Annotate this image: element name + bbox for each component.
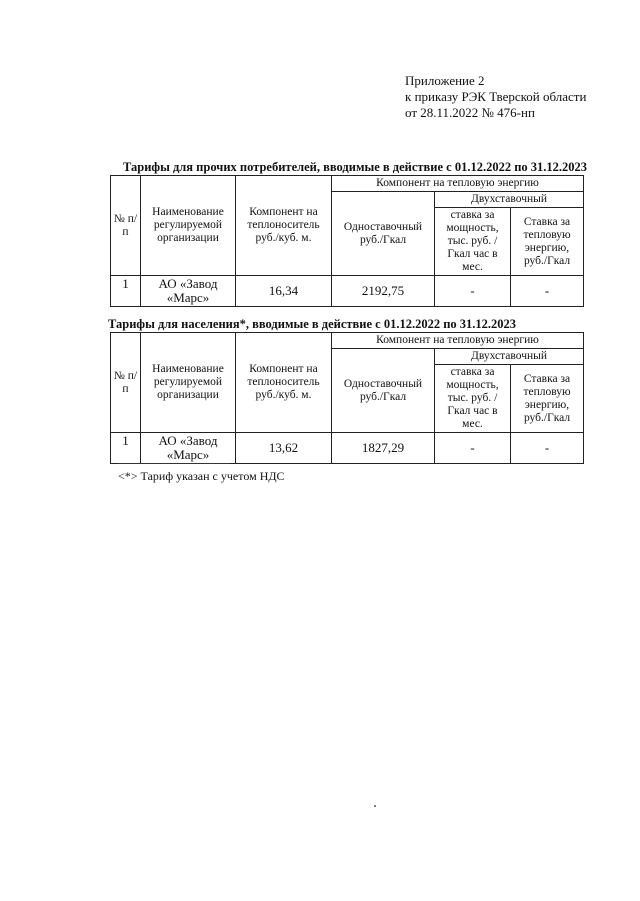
cell-single: 2192,75 xyxy=(332,276,435,307)
header-org: Наименование регулируемой организации xyxy=(141,333,236,433)
header-org: Наименование регулируемой организации xyxy=(141,176,236,276)
appendix-line-3: от 28.11.2022 № 476-нп xyxy=(405,105,535,120)
appendix-line-2: к приказу РЭК Тверской области xyxy=(405,89,587,104)
appendix-line-1: Приложение 2 xyxy=(405,73,485,88)
cell-heat: - xyxy=(511,433,584,464)
cell-power: - xyxy=(435,276,511,307)
header-heat: Ставка за тепловую энергию, руб./Гкал xyxy=(511,365,584,433)
header-num: № п/п xyxy=(111,333,141,433)
cell-carrier: 16,34 xyxy=(236,276,332,307)
cell-org: АО «Завод «Марс» xyxy=(141,276,236,307)
table2-caption: Тарифы для населения*, вводимые в действие с 01.12.2022 по 31.12.2023 xyxy=(108,317,517,331)
header-power: ставка за мощность, тыс. руб. /Гкал час в мес. xyxy=(435,365,511,433)
scan-speck xyxy=(374,805,376,807)
header-num: № п/п xyxy=(111,176,141,276)
cell-power: - xyxy=(435,433,511,464)
cell-single: 1827,29 xyxy=(332,433,435,464)
cell-heat: - xyxy=(511,276,584,307)
cell-org: АО «Завод «Марс» xyxy=(141,433,236,464)
footnote-divider xyxy=(118,463,230,464)
cell-carrier: 13,62 xyxy=(236,433,332,464)
header-double: Двухставочный xyxy=(435,192,584,208)
cell-num: 1 xyxy=(111,276,141,307)
cell-num: 1 xyxy=(111,433,141,464)
tariff-table-other-consumers xyxy=(110,175,584,307)
table1-caption: Тарифы для прочих потребителей, вводимые в действие с 01.12.2022 по 31.12.2023 xyxy=(123,160,588,174)
header-double: Двухставочный xyxy=(435,349,584,365)
appendix-block xyxy=(405,73,586,121)
header-single: Одноставочный руб./Гкал xyxy=(332,192,435,276)
header-single: Одноставочный руб./Гкал xyxy=(332,349,435,433)
header-energy: Компонент на тепловую энергию xyxy=(332,333,584,349)
footnote: <*> Тариф указан с учетом НДС xyxy=(118,469,285,483)
header-carrier: Компонент на теплоноситель руб./куб. м. xyxy=(236,176,332,276)
table-row xyxy=(111,433,584,464)
tariff-table-population xyxy=(110,332,584,464)
header-heat: Ставка за тепловую энергию, руб./Гкал xyxy=(511,208,584,276)
header-carrier: Компонент на теплоноситель руб./куб. м. xyxy=(236,333,332,433)
table-row xyxy=(111,276,584,307)
header-power: ставка за мощность, тыс. руб. /Гкал час в мес. xyxy=(435,208,511,276)
header-energy: Компонент на тепловую энергию xyxy=(332,176,584,192)
